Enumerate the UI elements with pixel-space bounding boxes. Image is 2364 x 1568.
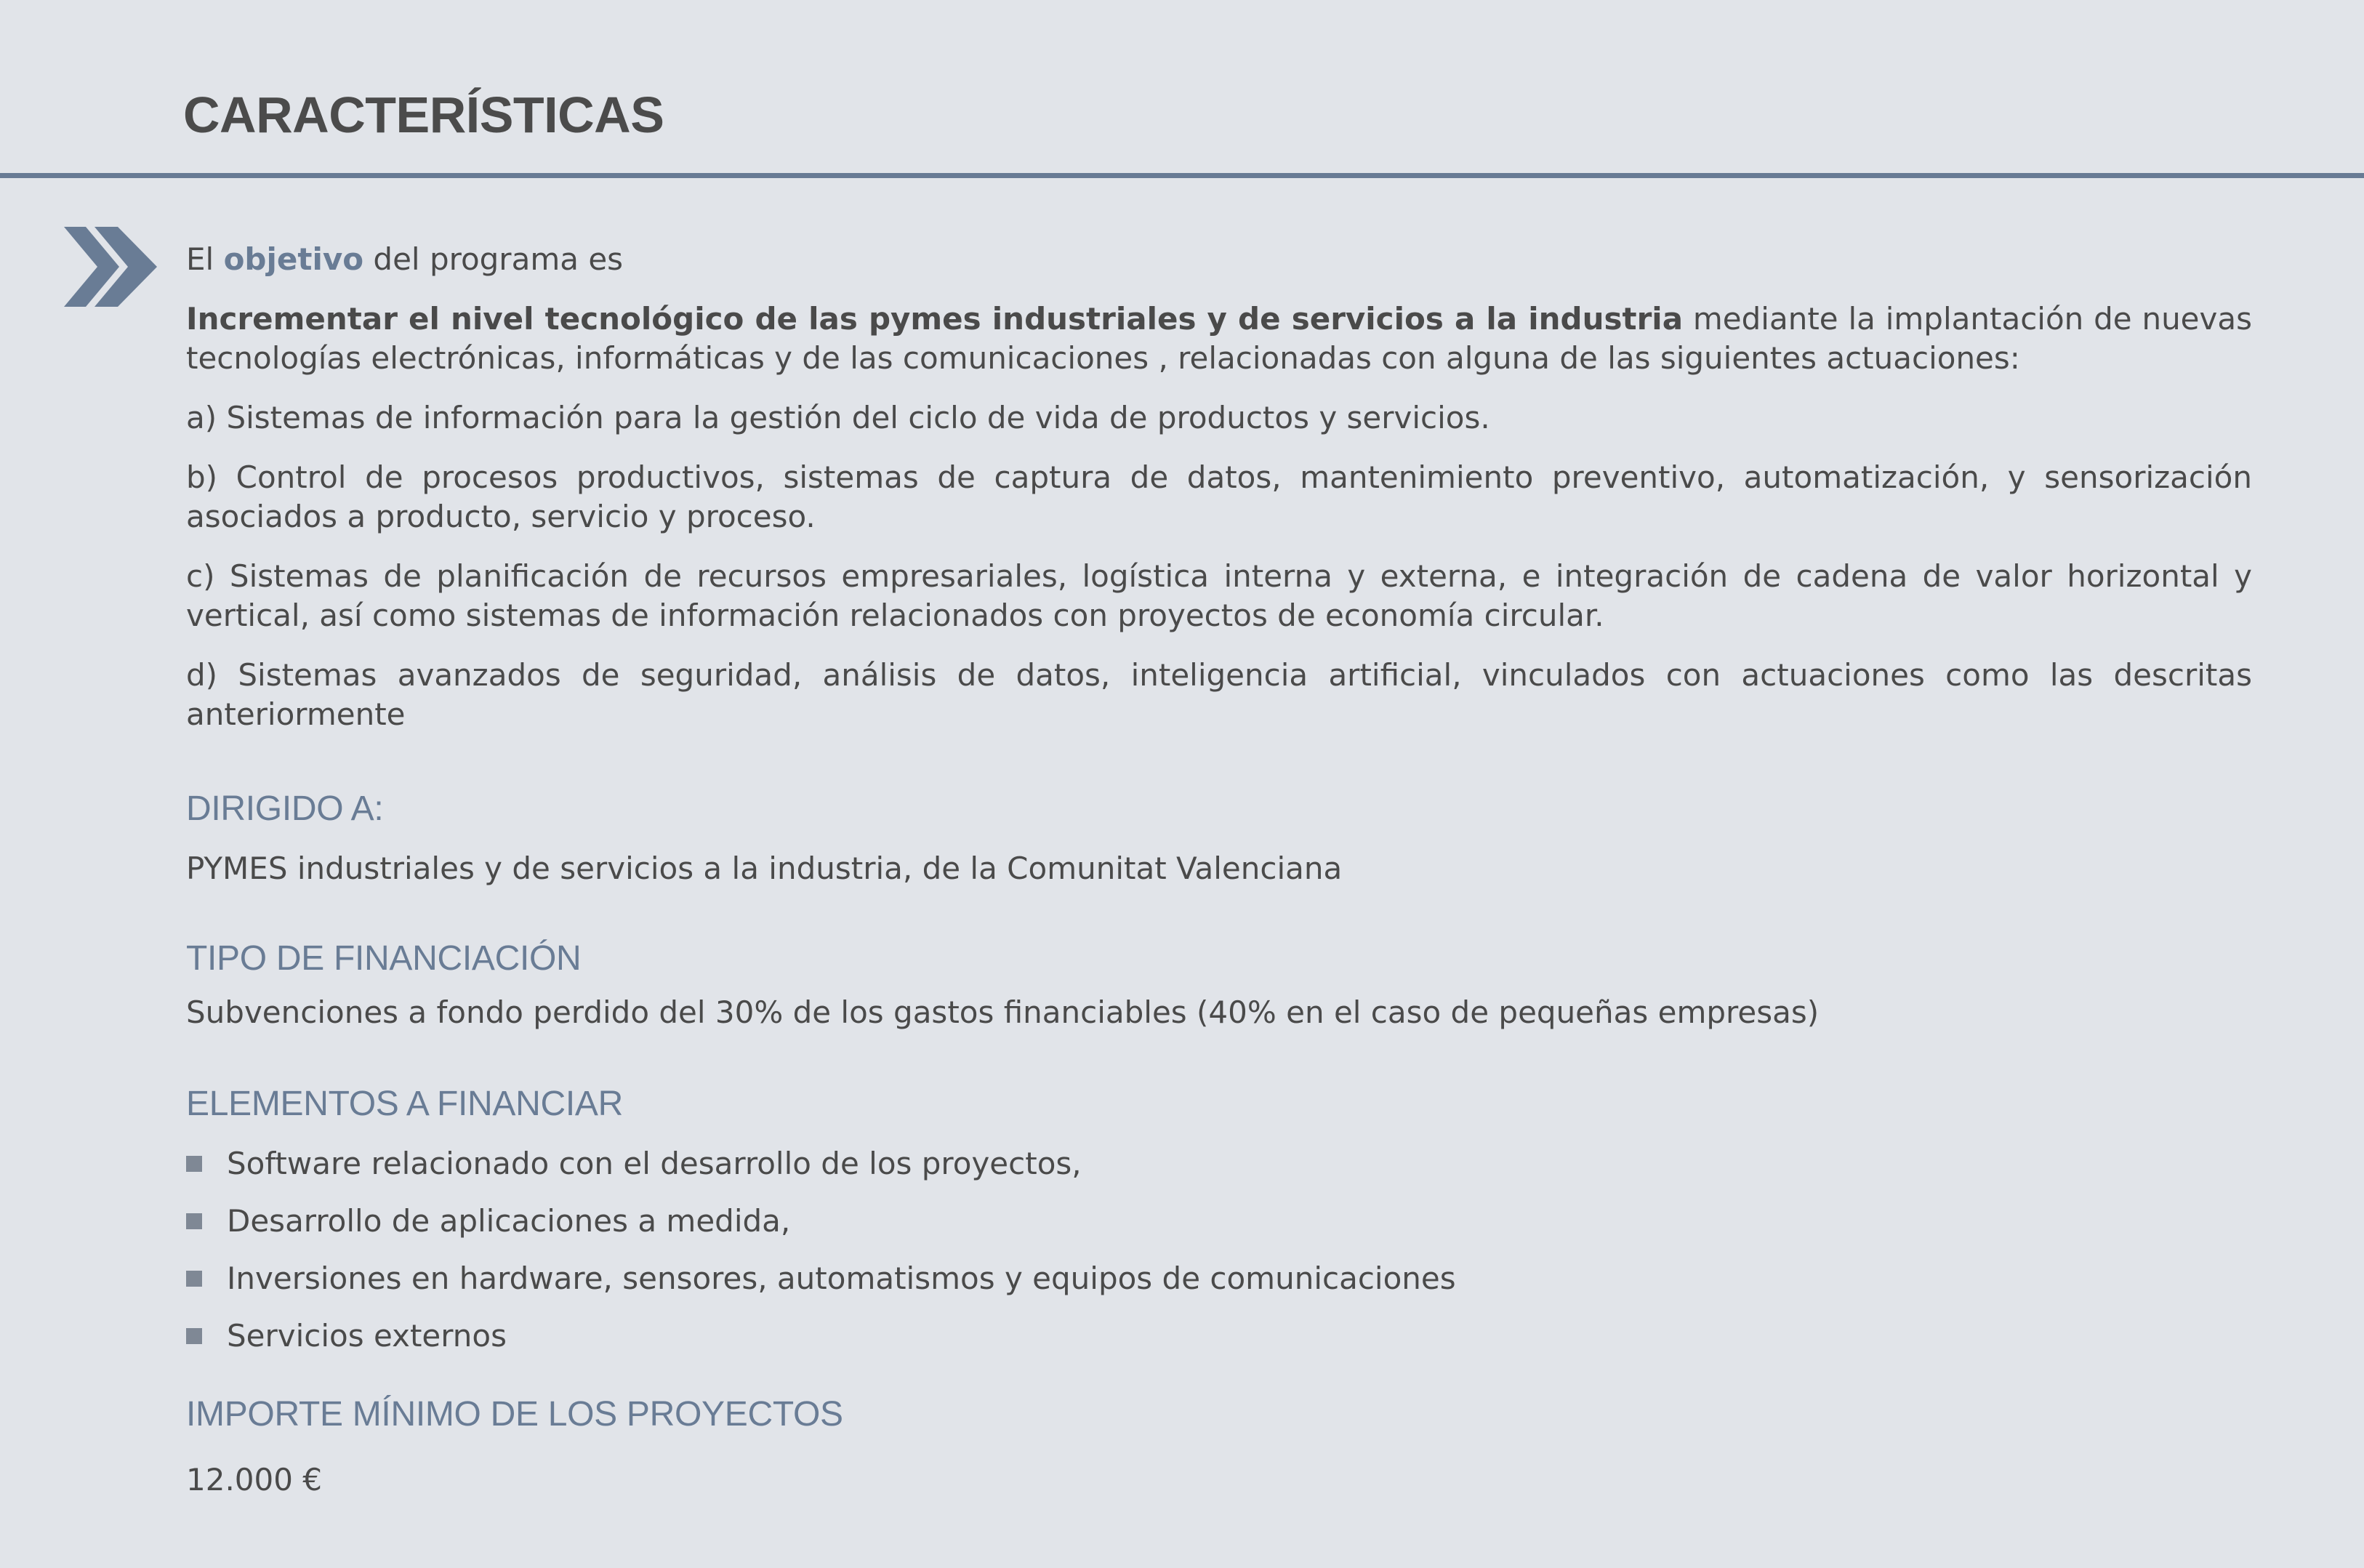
intro-suffix: del programa es: [363, 241, 624, 277]
list-item-label: Inversiones en hardware, sensores, automatismos y equipos de comunicaciones: [227, 1261, 1456, 1296]
dirigido-text: PYMES industriales y de servicios a la industria, de la Comunitat Valenciana: [186, 851, 1343, 886]
double-chevron-right-icon: [64, 227, 158, 307]
elementos-heading: ELEMENTOS A FINANCIAR: [186, 1085, 623, 1123]
importe-heading: IMPORTE MÍNIMO DE LOS PROYECTOS: [186, 1395, 843, 1434]
action-item-a: a) Sistemas de información para la gestión del ciclo de vida de productos y servicios.: [186, 400, 1490, 435]
financiacion-heading: TIPO DE FINANCIACIÓN: [186, 939, 582, 978]
list-item: [186, 1259, 2252, 1298]
intro-prefix: El: [186, 241, 224, 277]
list-item-label: Desarrollo de aplicaciones a medida,: [227, 1203, 791, 1239]
page-title: CARACTERÍSTICAS: [183, 87, 664, 143]
dirigido-heading: DIRIGIDO A:: [186, 789, 384, 828]
square-bullet-icon: [186, 1156, 202, 1172]
list-item: [186, 1202, 2252, 1241]
square-bullet-icon: [186, 1271, 202, 1287]
objective-intro: [186, 240, 2252, 279]
action-item-b: b) Control de procesos productivos, sistemas de captura de datos, mantenimiento preventivo, automatización, y sensorización asociados a producto, servicio y proceso.: [186, 459, 2252, 534]
importe-value: 12.000 €: [186, 1462, 323, 1497]
financiacion-text: Subvenciones a fondo perdido del 30% de los gastos financiables (40% en el caso de pequeñas empresas): [186, 994, 1820, 1030]
elementos-list: [186, 1144, 2252, 1356]
objective-keyword: objetivo: [223, 241, 364, 277]
title-divider: [0, 173, 2364, 178]
objective-rest: mediante la implantación de nuevas tecnologías electrónicas, informáticas y de las comunicaciones , relacionadas con alguna de las siguientes actuaciones:: [186, 301, 2253, 376]
list-item: [186, 1316, 2252, 1356]
list-item-label: Servicios externos: [227, 1318, 507, 1354]
content-area: [186, 240, 2252, 1500]
square-bullet-icon: [186, 1213, 202, 1229]
objective-bold: Incrementar el nivel tecnológico de las pymes industriales y de servicios a la industria: [186, 301, 1684, 337]
list-item: [186, 1144, 2252, 1183]
square-bullet-icon: [186, 1328, 202, 1344]
objective-statement: [186, 299, 2252, 378]
action-item-d: d) Sistemas avanzados de seguridad, análisis de datos, inteligencia artificial, vinculados con actuaciones como las descritas anteriormente: [186, 657, 2252, 732]
action-item-c: c) Sistemas de planificación de recursos empresariales, logística interna y externa, e integración de cadena de valor horizontal y vertical, así como sistemas de información relacionados con proyectos de economía circular.: [186, 558, 2252, 633]
list-item-label: Software relacionado con el desarrollo de los proyectos,: [227, 1146, 1082, 1181]
